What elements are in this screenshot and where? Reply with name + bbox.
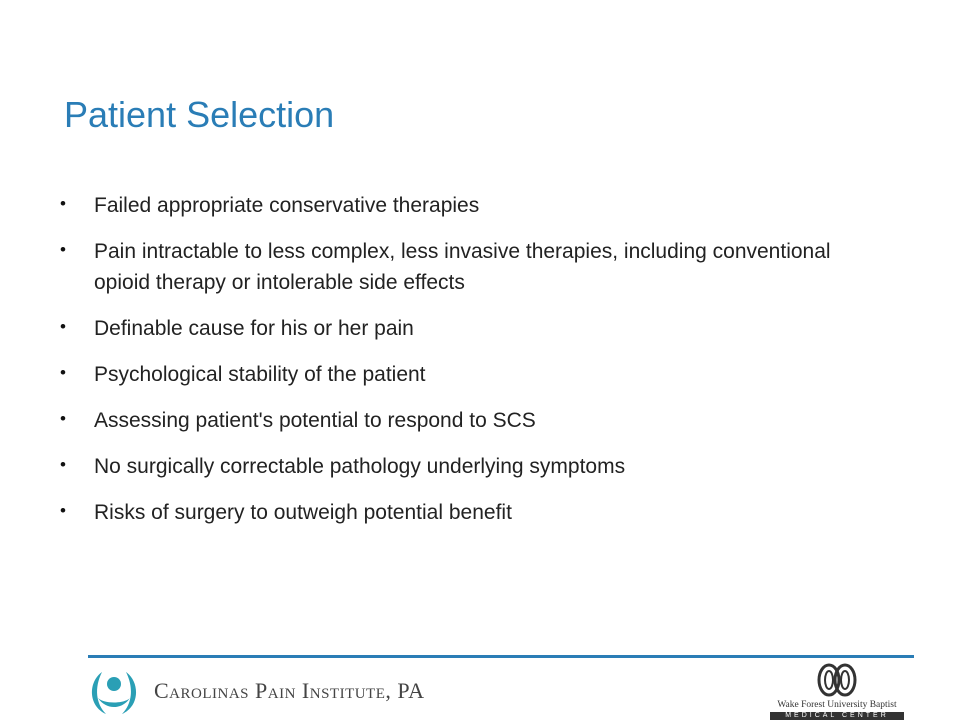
bullet-text: Assessing patient's potential to respond to SCS xyxy=(94,409,536,432)
medical-center-label: MEDICAL CENTER xyxy=(770,712,904,720)
bullet-dot: • xyxy=(60,501,66,520)
cpi-emblem-icon xyxy=(84,664,144,720)
footer-divider xyxy=(88,655,914,658)
bullet-text: Definable cause for his or her pain xyxy=(94,317,414,340)
bullet-dot: • xyxy=(60,240,66,259)
bullet-text: Psychological stability of the patient xyxy=(94,363,426,386)
wake-forest-emblem-icon xyxy=(814,662,860,698)
bullet-text: Pain intractable to less complex, less invasive therapies, including conventional opioid therapy or intolerable side effects xyxy=(94,240,831,294)
bullet-item xyxy=(60,190,880,221)
bullet-item xyxy=(60,451,880,482)
slide-title: Patient Selection xyxy=(64,94,335,135)
carolinas-pain-institute-logo xyxy=(84,664,425,720)
bullet-dot: • xyxy=(60,455,66,474)
cpi-logo-text: Carolinas Pain Institute, PA xyxy=(154,678,425,703)
bullet-text: No surgically correctable pathology underlying symptoms xyxy=(94,455,626,478)
bullet-item xyxy=(60,405,880,436)
bullet-text: Failed appropriate conservative therapies xyxy=(94,194,480,217)
bullet-item xyxy=(60,497,880,528)
wake-forest-logo xyxy=(762,660,912,720)
bullet-list xyxy=(60,190,880,543)
wake-forest-name: Wake Forest University Baptist xyxy=(777,700,897,710)
bullet-dot: • xyxy=(60,363,66,382)
bullet-item xyxy=(60,313,880,344)
bullet-item xyxy=(60,236,880,298)
bullet-item xyxy=(60,359,880,390)
bullet-dot: • xyxy=(60,409,66,428)
bullet-dot: • xyxy=(60,194,66,213)
bullet-text: Risks of surgery to outweigh potential benefit xyxy=(94,501,512,524)
bullet-dot: • xyxy=(60,317,66,336)
